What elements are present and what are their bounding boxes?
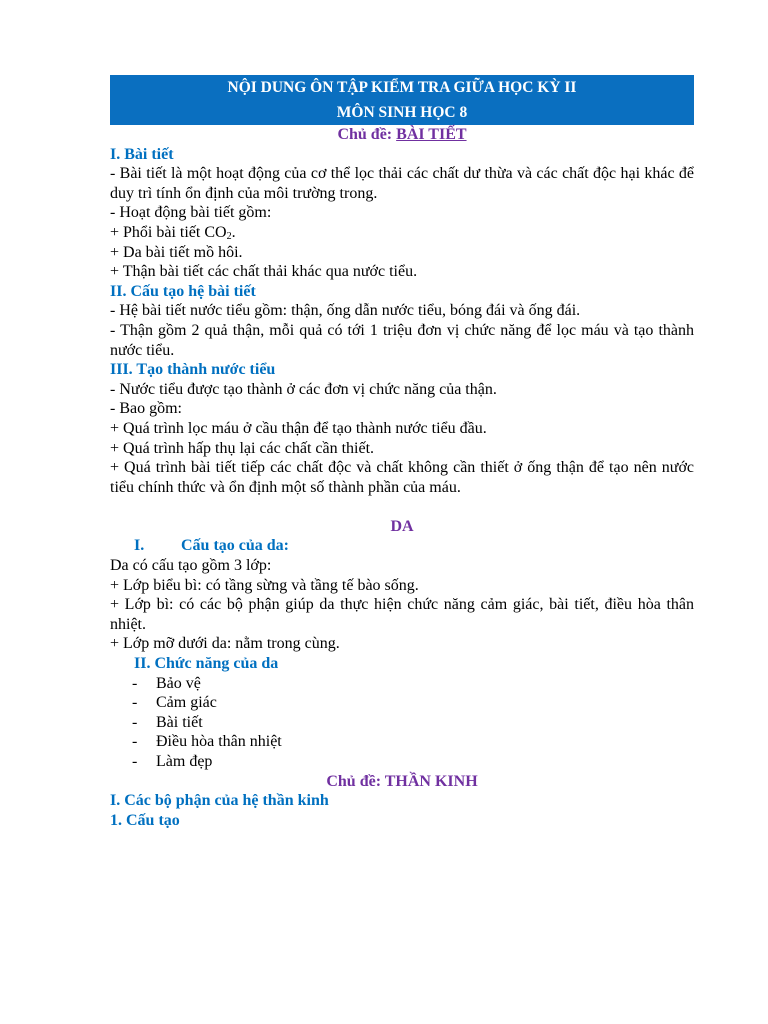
subsection-heading: 1. Cấu tạo — [110, 811, 180, 829]
list-item: - Bảo vệ — [132, 674, 201, 692]
paragraph: + Quá trình hấp thụ lại các chất cần thiết. — [110, 439, 375, 457]
banner-title-line2: MÔN SINH HỌC 8 — [336, 104, 468, 121]
text: + Phổi bài tiết CO — [110, 223, 227, 241]
list-item-text: Làm đẹp — [156, 753, 213, 770]
topic-title: THẦN KINH — [384, 772, 478, 790]
paragraph: + Da bài tiết mồ hôi. — [110, 243, 243, 261]
list-item: - Bài tiết — [132, 713, 203, 731]
spacer — [110, 497, 694, 517]
topic-title: BÀI TIẾT — [396, 126, 467, 143]
paragraph: + Lớp mỡ dưới da: nằm trong cùng. — [110, 635, 340, 653]
paragraph: - Hoạt động bài tiết gồm: — [110, 204, 272, 222]
paragraph: - Bài tiết là một hoạt động của cơ thể lọc thải các chất dư thừa và các chất độc hại khác để duy trì tính ổn định của môi trường trong. — [110, 165, 694, 202]
section-heading: II. Cấu tạo hệ bài tiết — [110, 282, 256, 300]
paragraph: - Hệ bài tiết nước tiểu gồm: thận, ống dẫn nước tiểu, bóng đái và ống đái. — [110, 302, 581, 320]
list-item-text: Điều hòa thân nhiệt — [156, 733, 282, 751]
list-item: - Điều hòa thân nhiệt — [132, 733, 282, 751]
paragraph-co2 — [110, 223, 694, 243]
topic-label: Chủ đề: — [337, 126, 397, 143]
section-heading: III. Tạo thành nước tiểu — [110, 361, 276, 379]
list-item-text: Cảm giác — [156, 694, 217, 712]
topic-heading-da — [110, 517, 694, 537]
section-heading: I. Bài tiết — [110, 145, 174, 163]
topic-title: DA — [390, 517, 414, 535]
topic-label: Chủ đề: — [326, 772, 385, 790]
text: . — [231, 223, 236, 241]
heading-text: Cấu tạo của da: — [181, 537, 290, 555]
list-item-text: Bài tiết — [156, 713, 203, 731]
section-heading: II. Chức năng của da — [134, 655, 279, 673]
paragraph: - Nước tiểu được tạo thành ở các đơn vị chức năng của thận. — [110, 380, 497, 398]
paragraph: + Quá trình lọc máu ở cầu thận để tạo thành nước tiểu đầu. — [110, 419, 487, 437]
paragraph: - Bao gồm: — [110, 400, 182, 418]
paragraph: + Quá trình bài tiết tiếp các chất độc và chất không cần thiết ở ống thận để tạo nên nước tiểu chính thức và ổn định một số thành phần của máu. — [110, 459, 694, 496]
topic-heading-than-kinh — [110, 772, 694, 792]
paragraph: + Lớp biểu bì: có tầng sừng và tầng tế bào sống. — [110, 576, 419, 594]
section-heading: I. Các bộ phận của hệ thần kinh — [110, 792, 329, 810]
paragraph: + Thận bài tiết các chất thải khác qua nước tiểu. — [110, 263, 418, 281]
document-page — [110, 75, 694, 830]
section-heading-cau-tao-da — [110, 536, 694, 556]
paragraph: + Lớp bì: có các bộ phận giúp da thực hiện chức năng cảm giác, bài tiết, điều hòa thân nhiệt. — [110, 596, 694, 633]
list-item: - Cảm giác — [132, 694, 217, 712]
paragraph: - Thận gồm 2 quả thận, mỗi quả có tới 1 triệu đơn vị chức năng để lọc máu và tạo thành nước tiểu. — [110, 321, 694, 359]
title-banner — [110, 75, 694, 125]
list-item-text: Bảo vệ — [156, 674, 201, 692]
list-item: - Làm đẹp — [132, 753, 213, 770]
paragraph: Da có cấu tạo gồm 3 lớp: — [110, 557, 272, 575]
roman-numeral: I. — [134, 537, 145, 555]
banner-title-line1: NỘI DUNG ÔN TẬP KIỂM TRA GIỮA HỌC KỲ II — [227, 79, 577, 96]
topic-heading-bai-tiet — [110, 125, 694, 145]
subscript: 2 — [226, 230, 232, 242]
